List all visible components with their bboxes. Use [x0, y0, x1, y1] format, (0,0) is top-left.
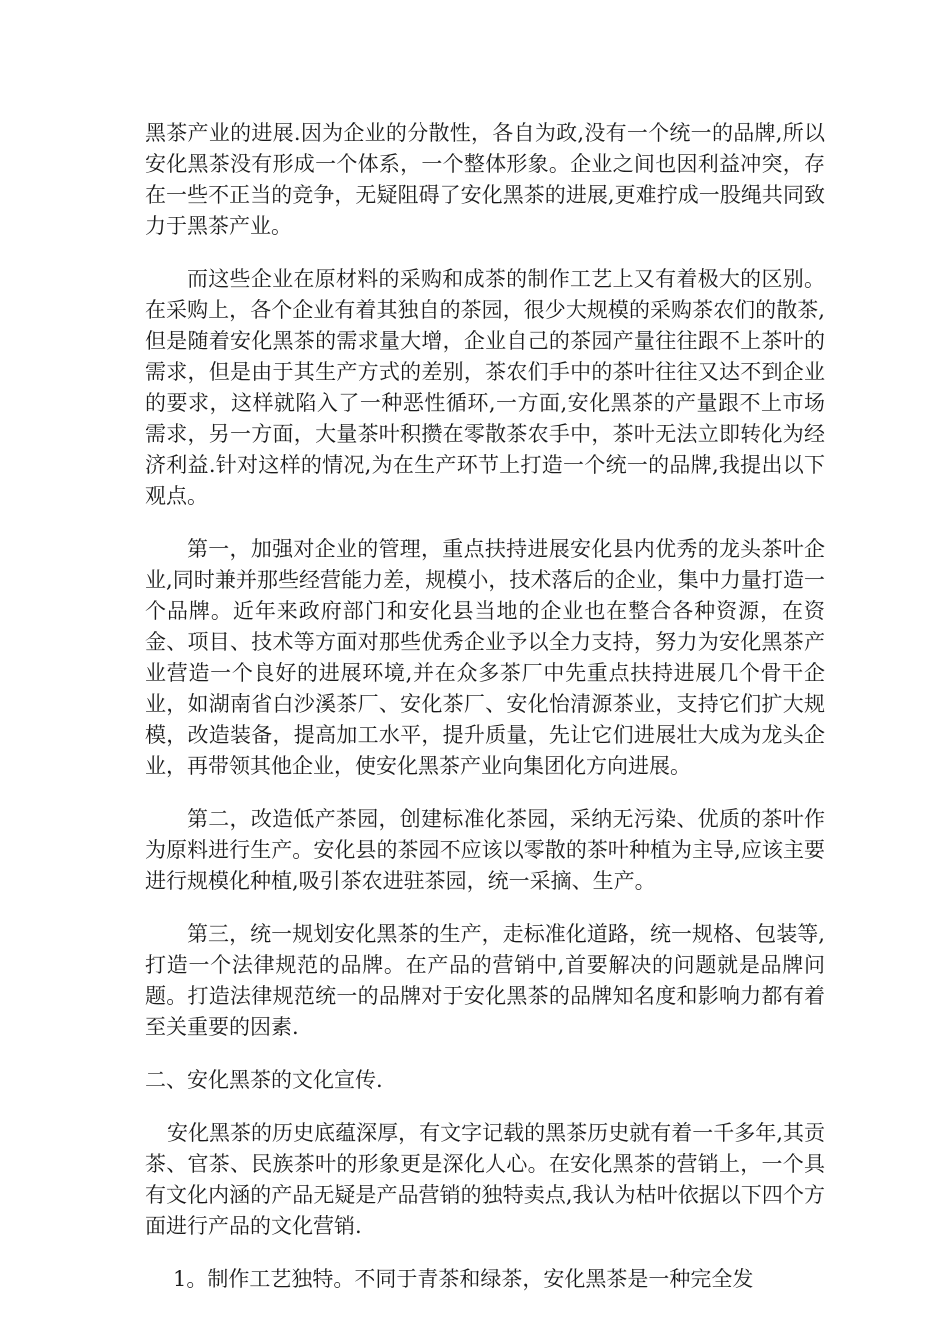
- list-item-one: 1。制作工艺独特。不同于青茶和绿茶，安化黑茶是一种完全发: [173, 1267, 754, 1291]
- paragraph-point-one: 第一，加强对企业的管理，重点扶持进展安化县内优秀的龙头茶叶企业,同时兼并那些经营能力差，规模小，技术落后的企业，集中力量打造一个品牌。近年来政府部门和安化县当地的企业也在整合各种资源，在资金、项目、技术等方面对那些优秀企业予以全力支持，努力为安化黑茶产业营造一个良好的进展环境,并在众多茶厂中先重点扶持进展几个骨干企业，如湖南省白沙溪茶厂、安化茶厂、安化怡清源茶业，支持它们扩大规模，改造装备，提高加工水平，提升质量，先让它们进展壮大成为龙头企业，再带领其他企业，使安化黑茶产业向集团化方向进展。: [145, 537, 825, 778]
- paragraph-point-two: 第二，改造低产茶园，创建标准化茶园，采纳无污染、优质的茶叶作为原料进行生产。安化县的茶园不应该以零散的茶叶种植为主导,应该主要进行规模化种植,吸引茶农进驻茶园，统一采摘、生产。: [145, 807, 825, 893]
- paragraph-culture: 安化黑茶的历史底蕴深厚，有文字记载的黑茶历史就有着一千多年,其贡茶、官茶、民族茶叶的形象更是深化人心。在安化黑茶的营销上，一个具有文化内涵的产品无疑是产品营销的独特卖点,我认为枯叶依据以下四个方面进行产品的文化营销.: [145, 1121, 825, 1238]
- paragraph-point-three: 第三，统一规划安化黑茶的生产，走标准化道路，统一规格、包装等,打造一个法律规范的品牌。在产品的营销中,首要解决的问题就是品牌问题。打造法律规范统一的品牌对于安化黑茶的品牌知名度和影响力都有着至关重要的因素.: [145, 922, 825, 1039]
- document-page: [145, 118, 825, 1317]
- paragraph-procurement: 而这些企业在原材料的采购和成茶的制作工艺上又有着极大的区别。在采购上，各个企业有着其独自的茶园，很少大规模的采购茶农们的散茶,但是随着安化黑茶的需求量大增，企业自己的茶园产量往往跟不上茶叶的需求，但是由于其生产方式的差别，茶农们手中的茶叶往往又达不到企业的要求，这样就陷入了一种恶性循环,一方面,安化黑茶的产量跟不上市场需求，另一方面，大量茶叶积攒在零散茶农手中，茶叶无法立即转化为经济利益.针对这样的情况,为在生产环节上打造一个统一的品牌,我提出以下观点。: [145, 267, 825, 508]
- paragraph-continuation: 黑茶产业的进展.因为企业的分散性，各自为政,没有一个统一的品牌,所以安化黑茶没有形成一个体系，一个整体形象。企业之间也因利益冲突，存在一些不正当的竞争，无疑阻碍了安化黑茶的进展,更难拧成一股绳共同致力于黑茶产业。: [145, 121, 825, 238]
- section-heading: 二、安化黑茶的文化宣传.: [145, 1068, 383, 1092]
